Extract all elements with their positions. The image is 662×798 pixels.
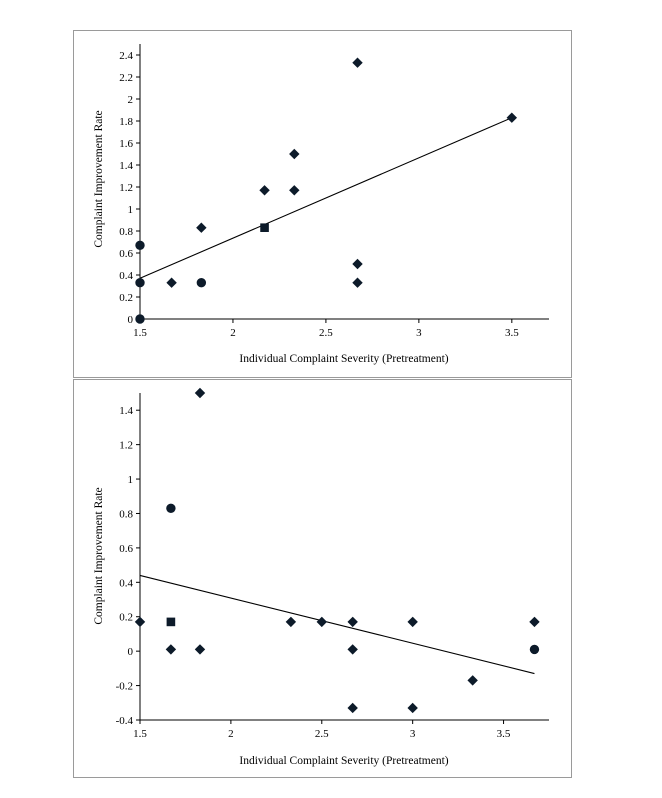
data-point-diamond: [348, 617, 357, 626]
data-point-circle: [136, 315, 144, 323]
y-tick-label: 0.6: [119, 542, 133, 555]
y-tick-label: 0.8: [119, 226, 133, 238]
data-point-diamond: [166, 645, 175, 654]
y-tick-label: 1.6: [119, 138, 133, 150]
data-point-diamond: [167, 278, 176, 287]
y-axis-title: Complaint Improvement Rate: [93, 110, 105, 248]
y-tick-label: -0.4: [115, 715, 133, 727]
trendline: [140, 118, 512, 279]
data-point-diamond: [136, 617, 145, 626]
data-point-diamond: [348, 703, 357, 712]
data-point-diamond: [353, 278, 362, 287]
x-axis-title: Individual Complaint Severity (Pretreatment): [239, 353, 449, 365]
data-point-diamond: [195, 389, 204, 398]
data-point-diamond: [348, 645, 357, 654]
y-tick-label: 2.4: [119, 50, 133, 62]
x-tick-label: 2: [228, 728, 234, 740]
data-point-diamond: [260, 186, 269, 195]
data-point-diamond: [408, 617, 417, 626]
y-tick-label: 0.8: [119, 508, 133, 521]
x-tick-label: 3.5: [504, 327, 519, 339]
y-tick-label: 1.4: [119, 405, 133, 418]
y-axis-title: Complaint Improvement Rate: [93, 487, 105, 625]
data-point-diamond: [286, 617, 295, 626]
y-tick-label: 1.4: [119, 160, 133, 172]
y-tick-label: 0.4: [119, 577, 133, 590]
data-point-diamond: [195, 645, 204, 654]
x-tick-label: 3.5: [496, 728, 511, 740]
y-tick-label: 2: [127, 94, 133, 106]
y-tick-label: 1.8: [119, 116, 133, 128]
data-point-diamond: [507, 113, 516, 122]
data-point-diamond: [290, 150, 299, 159]
y-tick-label: 2.2: [119, 72, 133, 84]
x-axis-title: Individual Complaint Severity (Pretreatment): [239, 755, 449, 767]
y-tick-label: 1: [127, 204, 133, 216]
data-point-circle: [530, 645, 538, 653]
y-tick-label: 0.6: [119, 248, 133, 260]
x-tick-label: 2.5: [319, 327, 333, 339]
data-point-diamond: [197, 223, 206, 232]
scatter-chart-bottom: [74, 380, 573, 779]
scatter-chart-top: [74, 31, 573, 379]
y-tick-label: 0: [127, 314, 133, 326]
x-tick-label: 1.5: [133, 728, 147, 740]
data-point-square: [261, 224, 269, 232]
y-tick-label: 0.2: [119, 292, 133, 304]
data-point-diamond: [290, 186, 299, 195]
data-point-diamond: [317, 617, 326, 626]
data-point-diamond: [353, 260, 362, 269]
data-point-circle: [167, 504, 175, 512]
x-tick-label: 3: [416, 327, 422, 339]
y-tick-label: 1: [127, 474, 133, 487]
y-tick-label: 0: [127, 646, 133, 659]
data-point-square: [167, 618, 175, 626]
x-tick-label: 2: [230, 327, 236, 339]
data-point-circle: [136, 279, 144, 287]
y-tick-label: 1.2: [119, 182, 133, 194]
y-tick-label: 0.4: [119, 270, 133, 282]
y-tick-label: 1.2: [119, 439, 133, 452]
data-point-diamond: [353, 58, 362, 67]
chart-panel-bottom: [73, 379, 572, 778]
data-point-diamond: [530, 617, 539, 626]
data-point-diamond: [408, 703, 417, 712]
data-point-circle: [197, 279, 205, 287]
x-tick-label: 3: [409, 728, 416, 740]
trendline: [140, 575, 534, 673]
data-point-circle: [136, 241, 144, 249]
y-tick-label: -0.2: [115, 680, 133, 693]
data-point-diamond: [468, 676, 477, 685]
y-tick-label: 0.2: [119, 611, 133, 624]
chart-panel-top: [73, 30, 572, 378]
x-tick-label: 2.5: [314, 728, 329, 740]
x-tick-label: 1.5: [133, 327, 147, 339]
